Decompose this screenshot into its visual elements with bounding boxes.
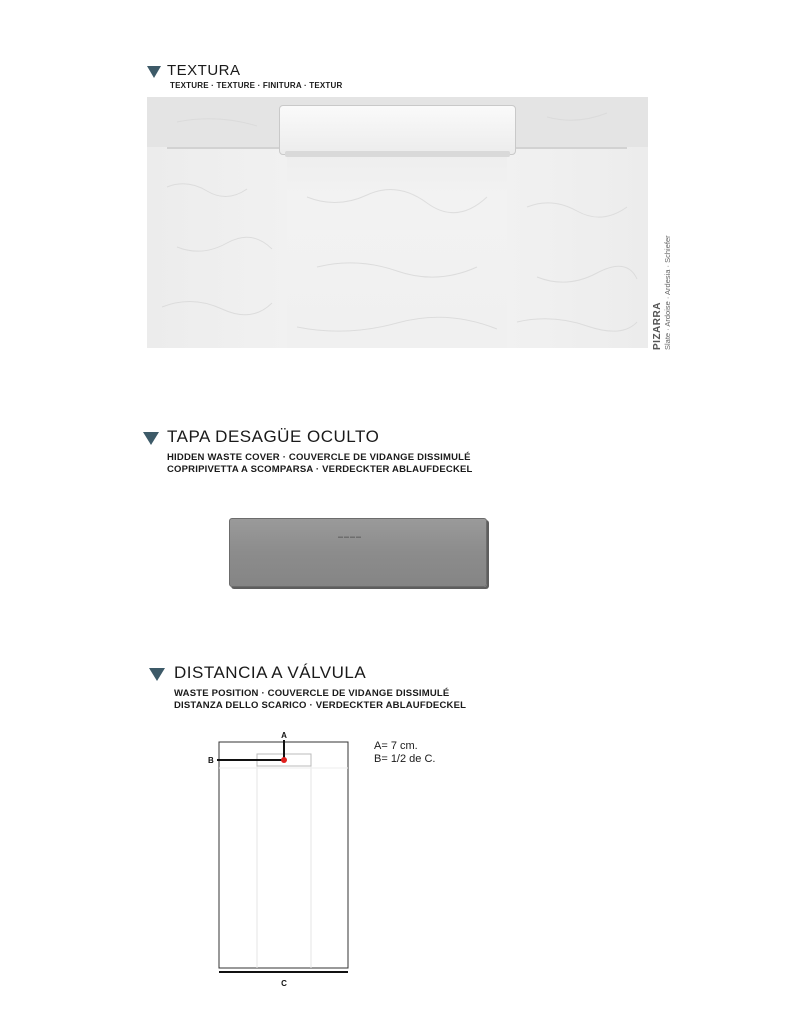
- slate-texture: [147, 97, 648, 348]
- side-subtitle: Slate · Ardoise · Ardesia · Schiefer: [663, 235, 672, 350]
- cover-title: TAPA DESAGÜE OCULTO: [167, 427, 380, 446]
- tray-outline: [219, 742, 348, 968]
- distance-subtitle-2: DISTANZA DELLO SCARICO · VERDECKTER ABLAUFDECKEL: [174, 700, 467, 711]
- note-b: B= 1/2 de C.: [374, 753, 436, 765]
- label-c: C: [281, 979, 287, 988]
- texture-photo: [147, 97, 648, 348]
- distance-notes: [374, 740, 435, 766]
- label-a: A: [281, 731, 287, 740]
- grey-waste-cover: [229, 518, 487, 587]
- triangle-down-icon: [143, 432, 159, 445]
- triangle-down-icon: [147, 66, 161, 78]
- triangle-down-icon: [149, 668, 165, 681]
- note-a: A= 7 cm.: [374, 740, 418, 752]
- texture-subtitle: TEXTURE · TEXTURE · FINITURA · TEXTUR: [170, 81, 343, 90]
- cover-subtitle-2: COPRIPIVETTA A SCOMPARSA · VERDECKTER ABLAUFDECKEL: [167, 464, 473, 475]
- distance-title: DISTANCIA A VÁLVULA: [174, 663, 367, 682]
- valve-diagram: [205, 730, 365, 995]
- distance-subtitle-1: WASTE POSITION · COUVERCLE DE VIDANGE DISSIMULÉ: [174, 688, 450, 699]
- cover-logo: ▬▬▬▬: [338, 534, 362, 540]
- texture-title: TEXTURA: [167, 62, 241, 79]
- texture-side-label: [652, 235, 672, 350]
- side-title: PIZARRA: [652, 302, 663, 350]
- label-b: B: [208, 756, 214, 765]
- cover-subtitle-1: HIDDEN WASTE COVER · COUVERCLE DE VIDANGE DISSIMULÉ: [167, 452, 471, 463]
- valve-marker: [281, 757, 287, 763]
